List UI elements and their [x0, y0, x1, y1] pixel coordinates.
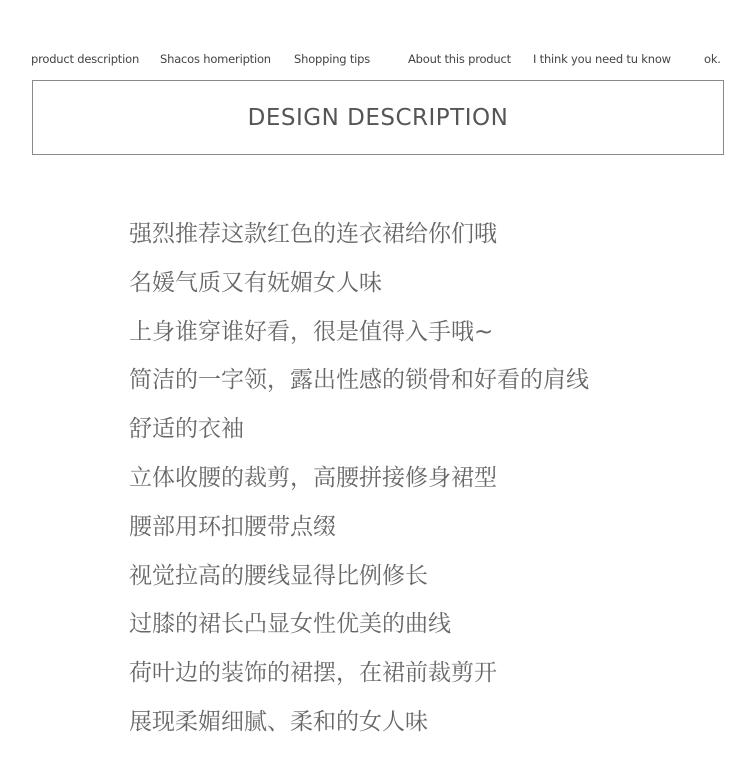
top-nav: [0, 52, 750, 70]
section-title-box: [32, 80, 724, 155]
description-line: 立体收腰的裁剪，高腰拼接修身裙型: [129, 464, 497, 491]
description-line: 展现柔媚细腻、柔和的女人味: [129, 708, 428, 735]
nav-item-product-description[interactable]: product description: [31, 52, 140, 66]
description-line: 荷叶边的装饰的裙摆，在裙前裁剪开: [129, 660, 497, 687]
nav-item-shacos-homeription[interactable]: Shacos homeription: [160, 52, 271, 66]
description-line: 简洁的一字领，露出性感的锁骨和好看的肩线: [129, 367, 589, 394]
description-line: 视觉拉高的腰线显得比例修长: [129, 562, 428, 589]
description-line: 腰部用环扣腰带点缀: [129, 513, 336, 540]
nav-item-need-to-know[interactable]: I think you need tu know: [533, 52, 671, 66]
section-title: DESIGN DESCRIPTION: [247, 104, 509, 131]
nav-item-about-this-product[interactable]: About this product: [408, 52, 511, 66]
nav-item-ok[interactable]: ok.: [704, 52, 721, 66]
description-line: 过膝的裙长凸显女性优美的曲线: [129, 611, 451, 638]
description-line: 舒适的衣袖: [129, 416, 244, 443]
description-line: 名媛气质又有妩媚女人味: [129, 269, 382, 296]
nav-item-shopping-tips[interactable]: Shopping tips: [294, 52, 371, 66]
description-line: 强烈推荐这款红色的连衣裙给你们哦: [129, 221, 497, 247]
description-line: 上身谁穿谁好看，很是值得入手哦~: [129, 318, 494, 345]
description-list: [129, 214, 729, 751]
